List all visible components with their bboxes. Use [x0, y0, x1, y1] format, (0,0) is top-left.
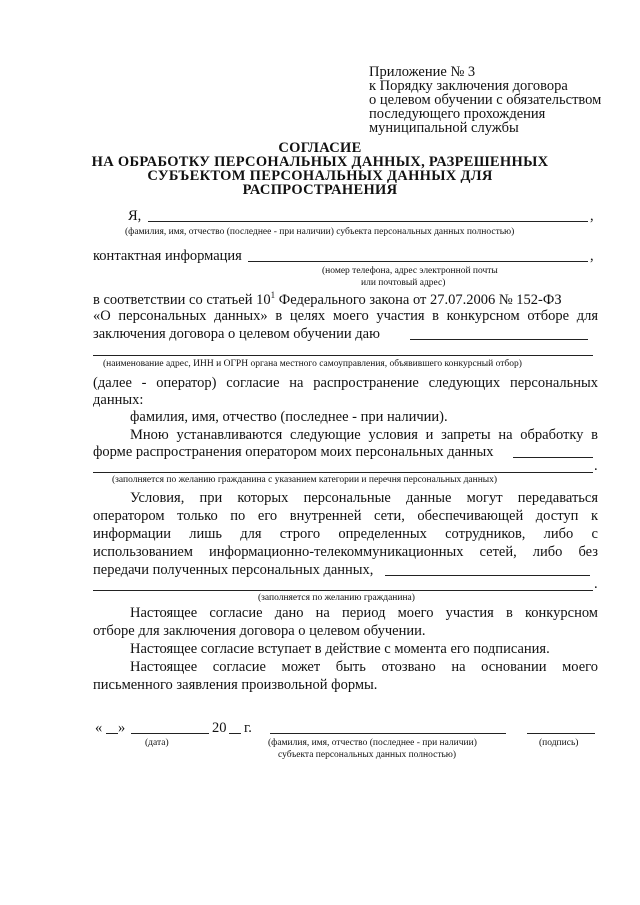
year-suffix: г. [244, 720, 252, 736]
fio-hint: (фамилия, имя, отчество (последнее - при наличии) субъекта персональных данных полностью) [125, 227, 515, 237]
para1-line3: заключения договора о целевом обучении даю [93, 326, 380, 342]
comma: , [590, 248, 594, 264]
para4-line5: передачи полученных персональных данных, [93, 562, 374, 578]
dot: . [594, 576, 598, 592]
title-line: РАСПРОСТРАНЕНИЯ [242, 182, 398, 198]
year-input-line[interactable] [229, 733, 241, 734]
para1-sup: 1 [270, 290, 276, 300]
annex-line: последующего прохождения [369, 106, 546, 122]
para4-line2: оператором только по его внутренней сети, обеспечивающей доступ к [93, 508, 598, 524]
fio-input-line[interactable] [148, 221, 588, 222]
operator-hint: (наименование адрес, ИНН и ОГРН органа местного самоуправления, объявившего конкурсный отбор) [103, 359, 522, 369]
title-line: СУБЪЕКТОМ ПЕРСОНАЛЬНЫХ ДАННЫХ ДЛЯ [147, 168, 493, 184]
date-open-quote: « [95, 720, 103, 736]
para1-text: Федерального закона от 27.07.2006 № 152-ФЗ [275, 291, 562, 308]
para6: Настоящее согласие вступает в действие с момента его подписания. [130, 641, 550, 657]
contact-label: контактная информация [93, 248, 242, 264]
title-line: НА ОБРАБОТКУ ПЕРСОНАЛЬНЫХ ДАННЫХ, РАЗРЕШЕННЫХ [91, 154, 549, 170]
month-input-line[interactable] [131, 733, 209, 734]
signer-hint: субъекта персональных данных полностью) [278, 750, 457, 760]
date-close-quote: » [118, 720, 126, 736]
signature-line[interactable] [527, 733, 595, 734]
para5-line1: Настоящее согласие дано на период моего участия в конкурсном [130, 605, 598, 621]
conditions-input-line-2[interactable] [93, 472, 593, 473]
signer-hint: (фамилия, имя, отчество (последнее - при наличии) [268, 738, 477, 748]
para1-line2: «О персональных данных» в целях моего участия в конкурсном отборе для [93, 308, 598, 324]
signature-hint: (подпись) [539, 738, 579, 748]
ya-label: Я, [128, 208, 142, 224]
annex-line: муниципальной службы [369, 120, 519, 136]
para2-line2: данных: [93, 392, 144, 408]
wish-hint: (заполняется по желанию гражданина) [258, 593, 415, 603]
operator-input-line[interactable] [410, 339, 588, 340]
contact-hint: (номер телефона, адрес электронной почты [322, 266, 498, 276]
para2-line1: (далее - оператор) согласие на распространение следующих персональных [93, 375, 598, 391]
date-hint: (дата) [145, 738, 169, 748]
para7-line2: письменного заявления произвольной формы. [93, 677, 378, 693]
conditions-input-line[interactable] [513, 457, 593, 458]
contact-input-line[interactable] [248, 261, 588, 262]
year-prefix: 20 [212, 720, 227, 736]
transfer-input-line[interactable] [385, 575, 590, 576]
para3-line2: форме распространения оператором моих персональных данных [93, 444, 494, 460]
dot: . [594, 458, 598, 474]
annex-line: к Порядку заключения договора [369, 78, 568, 94]
title-line: СОГЛАСИЕ [278, 140, 362, 156]
para7-line1: Настоящее согласие может быть отозвано на основании моего [130, 659, 598, 675]
para4-line3: информации лишь для строго определенных сотрудников, либо с [93, 526, 598, 542]
para4-line4: использованием информационно-телекоммуникационных сетей, либо без [93, 544, 598, 560]
para4-line1: Условия, при которых персональные данные могут передаваться [130, 490, 598, 506]
annex-line: о целевом обучении с обязательством [369, 92, 602, 108]
signer-name-line[interactable] [270, 733, 506, 734]
para1-line1 [93, 290, 562, 309]
para5-line2: отборе для заключения договора о целевом обучении. [93, 623, 426, 639]
categories-hint: (заполняется по желанию гражданина с указанием категории и перечня персональных данных) [112, 475, 498, 485]
day-input-line[interactable] [106, 733, 118, 734]
transfer-input-line-2[interactable] [93, 590, 593, 591]
contact-hint: или почтовый адрес) [361, 278, 446, 288]
para1-text: в соответствии со статьей 10 [93, 291, 271, 308]
fio-item: фамилия, имя, отчество (последнее - при наличии). [130, 409, 448, 425]
operator-input-line-2[interactable] [93, 355, 593, 356]
annex-number: Приложение № 3 [369, 64, 476, 80]
para3-line1: Мною устанавливаются следующие условия и запреты на обработку в [130, 427, 598, 443]
comma: , [590, 208, 594, 224]
